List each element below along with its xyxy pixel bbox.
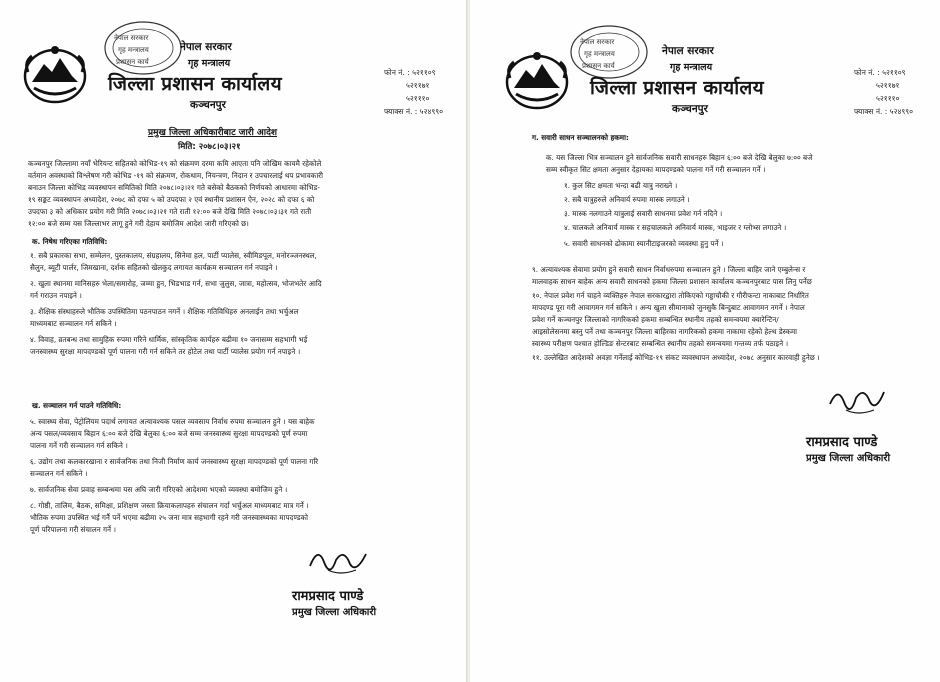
list-line: आइसोलेसनमा बस्नु पर्ने तथा कञ्चनपुर जिल्ला बाहिरका नागरिकको हकमा नाकामा रहेको हेल्थ डेस्कमा [532, 327, 798, 336]
svg-text:नेपाल सरकार: नेपाल सरकार [114, 34, 149, 42]
list-line: पालना गर्ने गरी सञ्चालन गर्न सकिने । [30, 441, 128, 450]
intro-line: उपदफा ३ को अधिकार प्रयोग गरी मिति २०७८।०३।२१ गते राती १२:०० बजे देखि मिति २०७८।०३।३१ गते राती [28, 207, 312, 216]
order-date: मिति: २०७८।०३।२१ [178, 142, 241, 152]
intro-line: कञ्चनपुर जिल्लामा नयाँ भेरियन्ट सहितको कोभिड-१९ को संक्रमण दरमा कमि आएता पनि जोखिम कायमै रहेकोले [28, 159, 322, 168]
intro-line: वर्तमान अवस्थाको विश्लेषण गरी कोभिड -१९ को संक्रमण, रोकथाम, नियन्त्रण, निदान र उपचारलाई थप प्रभावकारी [28, 171, 323, 180]
office-seal-stamp-icon [568, 22, 650, 82]
list-line: ३. शैक्षिक संस्थाहरुले भौतिक उपस्थितिमा पठनपाठन नगर्ने । शैक्षिक गतिविधिहरु अनलाईन तथा भर्चुअल [30, 307, 299, 316]
ministry-name: गृह मन्त्रालय [670, 62, 713, 73]
list-line: सम्म स्वीकृत सिट क्षमता अनुसार देहायका मापदण्डको पालना गर्ने गरी सञ्चालन गर्ने । [546, 165, 766, 174]
contact-block [854, 66, 934, 118]
list-line: पूर्ण परिपालना गरी संचालन गर्ने । [30, 525, 117, 534]
intro-line: १२:०० बजे सम्म यस जिल्लाभर लागू हुने गरी देहाय बमोजिम आदेश जारी गरिएको छ। [28, 219, 249, 228]
nepal-emblem-icon [504, 48, 570, 110]
signer-title: प्रमुख जिल्ला अधिकारी [292, 607, 377, 618]
phone-1: फोन नं. : ५२११०९ [854, 68, 906, 77]
list-line: ३. मास्क नलगाउने यात्रुलाई सवारी साधनमा प्रवेश गर्न नदिने । [564, 209, 723, 218]
section-ka-heading: क. निषेध गरिएका गतिविधि: [32, 237, 108, 246]
list-line: १०. नेपाल प्रवेश गर्न चाहने व्यक्तिहरु नेपाल सरकारद्वारा तोकिएको गड्डाचौकी र गौरीफन्टा नाकाबाट निर्धारित [532, 291, 809, 300]
list-line: मालवाहक साधन बाहेक अन्य सवारी साधनको हकमा जिल्ला प्रशासन कार्यालय कञ्चनपुरबाट पास लिनु पर्नेछ [532, 277, 812, 286]
list-line: १. कुल सिट क्षमता भन्दा बढी यात्रु नराख्ने । [564, 181, 678, 190]
list-line: मापदण्ड पूरा गरी आवागमन गर्न सकिने । अन्य खुला सीमानाको जुनसुकै बिन्दुबाट आवागमन नगर्ने । नेपाल [532, 303, 805, 312]
list-line: ४. विवाह, व्रतबन्ध तथा सामुहिक रुपमा गरिने धार्मिक, सांस्कृतिक कार्यहरु बढीमा १० जनासम्म सहभागी भई [30, 335, 308, 344]
phone-2: ५२११७१ [406, 81, 430, 90]
place-name: कञ्चनपुर [190, 99, 226, 111]
list-line: क. यस जिल्ला भित्र सञ्चालन हुने सार्वजनिक सवारी साधनहरु बिहान ६:०० बजे देखि बेलुका ७:०० बजे [546, 153, 813, 162]
ministry-name: गृह मन्त्रालय [188, 58, 231, 69]
signer-title: प्रमुख जिल्ला अधिकारी [806, 453, 891, 464]
list-line: ११. उल्लेखित आदेशको अवज्ञा गर्नेलाई कोभिड-१९ संकट व्यवस्थापन अध्यादेश, २०७८ अनुसार कारवाही हुनेछ । [532, 353, 820, 362]
contact-block [384, 66, 464, 118]
svg-text:नेपाल सरकार: नेपाल सरकार [580, 38, 615, 46]
office-seal-stamp-icon [102, 18, 184, 78]
list-line: ४. चालकले अनिवार्य मास्क र सहचालकले अनिवार्य मास्क, भाइजर र ग्लोभ्स लगाउने । [564, 223, 787, 232]
phone-3: ५२१११० [406, 94, 430, 103]
intro-line: १९ सङ्कट व्यवस्थापन अध्यादेश, २०७८ को दफा ५ को उपदफा २ एवं स्थानीय प्रशासन ऐन, २०२८ को दफा ६ को [28, 195, 315, 204]
list-line: सञ्चालन गर्न सकिने । [30, 469, 88, 478]
office-name: जिल्ला प्रशासन कार्यालय [590, 77, 764, 99]
list-line: ८. गोष्ठी, तालिम, बैठक, समिक्षा, प्रशिक्षण जस्ता क्रियाकलापहरु संचालन गर्दा भर्चुअल माध्यमबाट मात्र गर्ने । [30, 501, 309, 510]
nepal-emblem-icon [22, 42, 88, 104]
list-line: अन्य पसल/व्यवसाय बिहान ६:०० बजे देखि बेलुका ६:०० बजे सम्म जनस्वास्थ्य सुरक्षा मापदण्डको पूर्ण रुपमा [30, 429, 308, 438]
list-line: ५. स्वास्थ्य सेवा, पेट्रोलियम पदार्थ लगायत अत्यावश्यक पसल व्यवसाय निर्वाध रुपमा सञ्चालन हुने । यस बाहेक [30, 417, 315, 426]
list-line: सैलुन, ब्यूटी पार्लर, जिमखाना, दर्शक सहितको खेलकुद लगायत कार्यक्रम सञ्चालन गर्न नपाइने । [30, 263, 278, 272]
list-line: माध्यमबाट सञ्चालन गर्न सकिने । [30, 319, 117, 328]
order-page-1 [0, 0, 468, 682]
section-ga-heading: ग. सवारी साधन सञ्चालनको हकमा: [532, 133, 629, 142]
section-kha-heading: ख. सञ्चालन गर्न पाउने गतिविधि: [32, 401, 122, 410]
list-line: गर्न गराउन नपाइने । [30, 291, 82, 300]
phone-1: फोन नं. : ५२११०९ [384, 68, 436, 77]
signature-icon [306, 540, 372, 580]
fax: फ्याक्स नं. : ५२४९९० [854, 107, 914, 116]
order-page-2 [470, 0, 940, 682]
list-line: २. सबै यात्रुहरुले अनिवार्य रुपमा मास्क लगाउने । [564, 195, 690, 204]
phone-3: ५२१११० [876, 94, 900, 103]
list-line: ७. सार्वजनिक सेवा प्रवाह सम्बन्धमा यस अघि जारी गरिएको आदेशमा भएको व्यवस्था बमोजिम हुने । [30, 485, 288, 494]
svg-text:गृह मन्त्रालय: गृह मन्त्रालय [118, 46, 149, 54]
list-line: ५. सवारी साधनको ढोकामा स्यानीटाइजरको व्यवस्था हुनु पर्ने । [564, 239, 724, 248]
list-line: जनस्वास्थ्य सुरक्षा मापदण्डको पूर्ण पालना गरी गर्न सकिने तर होटेल तथा पार्टी प्यालेस प्रयोग गर्न नपाइने । [30, 347, 301, 356]
fax: फ्याक्स नं. : ५२४९९० [384, 107, 444, 116]
order-title: प्रमुख जिल्ला अधिकारीबाट जारी आदेश [148, 128, 278, 138]
phone-2: ५२११७१ [876, 81, 900, 90]
list-line: प्रवेश गर्ने कञ्चनपुर जिल्लाको नागरिकको हकमा सम्बन्धित स्थानीय तहको समन्वयमा क्वारेन्टिन/ [532, 315, 779, 324]
gov-name: नेपाल सरकार [180, 41, 232, 53]
signature-icon [826, 380, 890, 420]
svg-text:प्रशासन कार्य: प्रशासन कार्य [116, 58, 149, 66]
list-line: २. खुला स्थानमा मानिसहरु भेला/समारोह, जम्मा हुन, भिडभाड गर्न, सभा जुलुस, जात्रा, महोत्सव, भोजभतेर आदि [30, 279, 322, 288]
gov-name: नेपाल सरकार [662, 45, 714, 57]
office-name: जिल्ला प्रशासन कार्यालय [108, 73, 282, 95]
place-name: कञ्चनपुर [672, 103, 708, 115]
list-line: स्वास्थ्य परीक्षण पश्चात होल्डिङ सेन्टरबाट सम्बन्धित स्थानीय तहको समन्वयमा गन्तव्य तर्फ पठाइने । [532, 339, 789, 348]
signer-name: रामप्रसाद पाण्डे [806, 435, 878, 450]
svg-text:गृह मन्त्रालय: गृह मन्त्रालय [584, 50, 615, 58]
list-line: भौतिक रुपमा उपस्थित भई गर्नै पर्ने भएमा बढीमा २५ जना मात्र सहभागी रहने गरी जनस्वास्थ्यका मापदण्डको [30, 513, 309, 522]
list-line: ९. अत्यावश्यक सेवामा प्रयोग हुने सवारी साधन निर्वाधरुपमा सञ्चालन हुने । जिल्ला बाहिर जाने एम्बुलेन्स र [532, 265, 806, 274]
svg-text:प्रशासन कार्य: प्रशासन कार्य [582, 62, 615, 70]
signer-name: रामप्रसाद पाण्डे [292, 589, 364, 604]
list-line: ६. उद्योग तथा कलकारखाना र सार्वजनिक तथा निजी निर्माण कार्य जनस्वास्थ्य सुरक्षा मापदण्डको पूर्ण पालना गरि [30, 457, 319, 466]
intro-line: बनाउन जिल्ला कोभिड व्यवस्थापन समितिको मिति २०७८।०३।२१ गते बसेको बैठकको निर्णयको आधारमा कोभिड- [28, 183, 320, 192]
list-line: १. सबै प्रकारका सभा, सम्मेलन, पुस्तकालय, संग्रहालय, सिनेमा हल, पार्टी प्यालेस, स्वीमिङपूल, मनोरञ्जनस्थल, [30, 251, 317, 260]
